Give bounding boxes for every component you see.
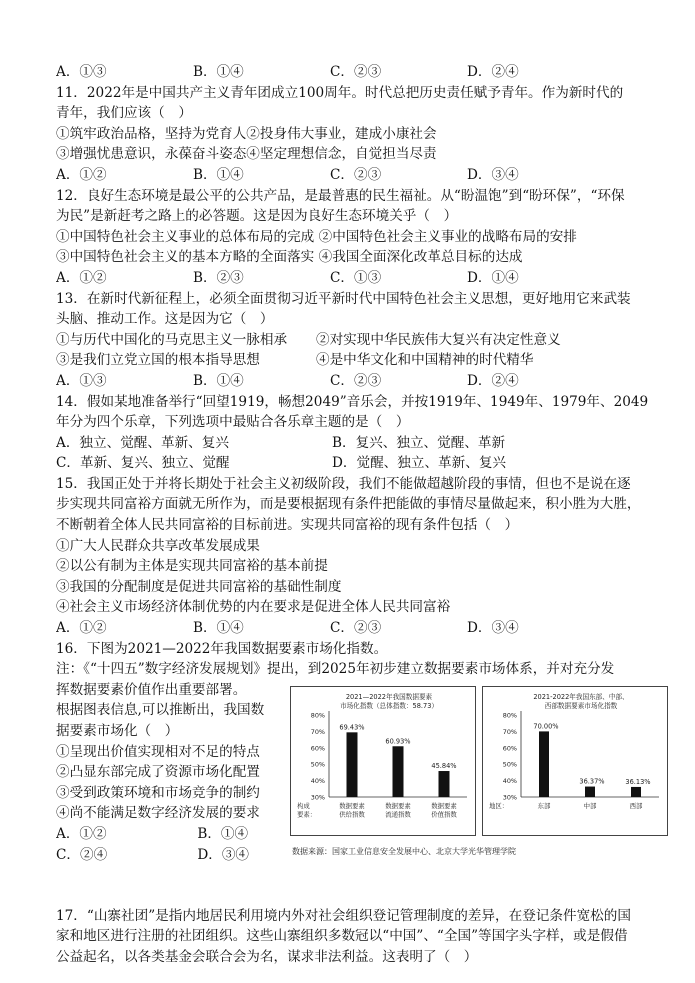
option-c[interactable]: C．②④: [56, 846, 108, 863]
q17-stem-3: 公益起名，以各类基金会联合会为名，谋求非法利益。这表明了（ ）: [56, 949, 478, 965]
q11-options: [56, 165, 666, 186]
y-tick-label: 30%: [310, 793, 325, 802]
y-tick-label: 30%: [502, 793, 517, 802]
q13-options: [56, 371, 666, 392]
option-a[interactable]: A．①③: [56, 372, 107, 389]
y-tick-label: 40%: [502, 776, 517, 785]
bar: [393, 746, 404, 797]
y-tick-label: 60%: [502, 744, 517, 753]
q13-item-4: ④是中华文化和中国精神的时代精华: [316, 352, 534, 369]
bar-value-label: 69.43%: [339, 723, 365, 732]
chart-source: 数据来源：国家工业信息安全发展中心、北京大学光华管理学院: [292, 846, 516, 856]
option-a[interactable]: A．①③: [56, 64, 107, 80]
q17-stem-1: 17．“山寨社团”是指内地居民利用境内外对社会组织登记管理制度的差异，在登记条件宽松的国: [56, 907, 631, 924]
q16-charts: [290, 686, 668, 836]
q16-options-row-2: [56, 845, 286, 866]
q15-stem-2: 步实现共同富裕方面就无所作为，而是要根据现有条件把能做的事情尽量做起来，积小胜为大胜，: [56, 496, 641, 513]
question-12: [56, 186, 666, 289]
y-tick-label: 80%: [310, 711, 325, 720]
y-tick-label: 50%: [502, 760, 517, 769]
chart-composition-index: [291, 687, 475, 835]
q12-item-2: ③中国特色社会主义的基本方略的全面落实 ④我国全面深化改革总目标的达成: [56, 249, 523, 266]
q10-options: [56, 62, 666, 83]
question-15: [56, 474, 666, 639]
option-d[interactable]: D．①④: [467, 269, 519, 286]
option-b[interactable]: B．①④: [197, 825, 249, 842]
x-tick-label: 东部: [537, 801, 551, 810]
chart-region-index: [483, 687, 667, 835]
x-tick-label: 数据要素: [339, 801, 365, 810]
chart-title: 2021—2022年我国数据要素: [345, 692, 433, 701]
q15-item-4: ④社会主义市场经济体制优势的内在要求是促进全体人民共同富裕: [56, 599, 451, 616]
q15-options: [56, 618, 666, 639]
q13-stem-1: 13．在新时代新征程上，必须全面贯彻习近平新时代中国特色社会主义思想，更好地用它来武装: [56, 290, 631, 307]
q14-options-row-2: [56, 453, 666, 474]
bar: [585, 786, 595, 796]
y-tick-label: 80%: [502, 711, 517, 720]
bar-value-label: 45.84%: [431, 761, 457, 770]
option-d[interactable]: D．③④: [197, 846, 250, 863]
y-tick-label: 60%: [310, 744, 325, 753]
q12-stem-1: 12．良好生态环境是最公平的公共产品，是最普惠的民生福祉。从“盼温饱”到“盼环保”，“环保: [56, 187, 625, 204]
option-a[interactable]: A．①②: [56, 269, 107, 286]
bar-value-label: 36.37%: [579, 777, 605, 786]
exam-page: [56, 62, 666, 968]
q16-side-1: 挥数据要素价值作出重要部署。: [56, 681, 247, 698]
option-a[interactable]: A．独立、觉醒、革新、复兴: [56, 434, 229, 451]
option-d[interactable]: D．②④: [467, 64, 519, 80]
question-17: [56, 906, 666, 968]
chart-subtitle: 市场化指数（总体指数：58.73）: [339, 701, 439, 710]
q16-body: [56, 680, 666, 906]
chart-subtitle: 西部数据要素市场化指数: [544, 701, 618, 710]
q16-note: 注：《“十四五”数字经济发展规划》提出，到2025年初步建立数据要素市场体系，并对充分发: [56, 661, 615, 678]
bar: [539, 731, 549, 797]
option-a[interactable]: A．①②: [56, 166, 107, 183]
q14-options-row-1: [56, 433, 666, 454]
option-b[interactable]: B．②③: [193, 269, 244, 286]
question-11: [56, 83, 666, 186]
chart-title: 2021-2022年我国东部、中部、: [533, 692, 629, 701]
bar: [439, 771, 450, 797]
q16-side-3: 据要素市场化（ ）: [56, 723, 179, 739]
bar: [347, 732, 358, 797]
option-b[interactable]: B．①④: [193, 620, 244, 637]
option-c[interactable]: C．革新、复兴、独立、觉醒: [56, 455, 230, 472]
q12-stem-2: 为民”是新赶考之路上的必答题。这是因为良好生态环境关乎（ ）: [56, 208, 458, 225]
option-b[interactable]: B．①④: [193, 372, 244, 389]
question-16: [56, 639, 666, 906]
option-d[interactable]: D．③④: [467, 620, 519, 637]
option-c[interactable]: C．②③: [330, 64, 382, 80]
q11-stem-1: 11．2022年是中国共产主义青年团成立100周年。时代总把历史责任赋予青年。作为新时代的: [56, 84, 624, 101]
q16-item-3: ③受到政策环境和市场竞争的制约: [56, 784, 260, 801]
q13-items-row-1: [56, 330, 666, 351]
option-d[interactable]: D．觉醒、独立、革新、复兴: [332, 455, 507, 472]
q11-item-1: ①筑牢政治品格，坚持为党育人②投身伟大事业，建成小康社会: [56, 125, 437, 142]
q16-stem: 16．下图为2021—2022年我国数据要素市场化指数。: [56, 640, 388, 657]
option-b[interactable]: B．复兴、独立、觉醒、革新: [332, 434, 506, 451]
x-tick-label: 流通指数: [385, 810, 411, 819]
q15-stem-3: 不断朝着全体人民共同富裕的目标前进。实现共同富裕的现有条件包括（ ）: [56, 517, 519, 534]
y-tick-label: 70%: [502, 727, 517, 736]
bar: [631, 787, 641, 797]
q16-item-1: ①呈现出价值实现相对不足的特点: [56, 743, 260, 760]
q15-stem-1: 15．我国正处于并将长期处于社会主义初级阶段，我们不能做超越阶段的事情，但也不是说在逐: [56, 475, 631, 492]
q16-options-row-1: [56, 824, 286, 845]
q13-stem-2: 头脑、推动工作。这是因为它（ ）: [56, 311, 274, 328]
option-c[interactable]: C．①③: [330, 269, 382, 286]
question-13: [56, 289, 666, 392]
option-d[interactable]: D．③④: [467, 166, 519, 183]
bar-value-label: 36.13%: [625, 777, 651, 786]
q16-item-2: ②凸显东部完成了资源市场化配置: [56, 764, 260, 781]
q16-item-4: ④尚不能满足数字经济发展的要求: [56, 805, 260, 822]
y-tick-label: 40%: [310, 776, 325, 785]
q16-side-2: 根据图表信息,可以推断出，我国数: [56, 702, 265, 719]
option-c[interactable]: C．②③: [330, 166, 382, 183]
q16-side-text: [56, 680, 286, 865]
q13-item-1: ①与历代中国化的马克思主义一脉相承: [56, 331, 288, 348]
chart-panel-composition: [290, 686, 476, 836]
x-axis-title: 要素：: [297, 810, 317, 819]
q15-item-3: ③我国的分配制度是促进共同富裕的基础性制度: [56, 578, 342, 595]
option-d[interactable]: D．②④: [467, 372, 519, 389]
x-tick-label: 数据要素: [385, 801, 411, 810]
option-b[interactable]: B．①④: [193, 166, 244, 183]
q13-items-row-2: [56, 350, 666, 371]
option-a[interactable]: A．①②: [56, 825, 107, 842]
option-c[interactable]: C．②③: [330, 372, 382, 389]
x-tick-label: 数据要素: [431, 801, 457, 810]
q12-item-1: ①中国特色社会主义事业的总体布局的完成 ②中国特色社会主义事业的战略布局的安排: [56, 228, 577, 245]
q14-stem-1: 14．假如某地准备举行“回望1919，畅想2049”音乐会，并按1919年、1949年、1979年、2049: [56, 393, 649, 410]
x-tick-label: 供给指数: [339, 810, 365, 819]
q14-stem-2: 年分为四个乐章，下列选项中最贴合各乐章主题的是（ ）: [56, 414, 410, 431]
option-b[interactable]: B．①④: [193, 64, 244, 80]
bar-value-label: 70.00%: [533, 722, 559, 731]
q11-item-2: ③增强忧患意识，永葆奋斗姿态④坚定理想信念，自觉担当尽责: [56, 146, 437, 163]
x-tick-label: 价值指数: [431, 810, 457, 819]
q17-stem-2: 家和地区进行注册的社团组织。这些山寨组织多数冠以“中国”、“全国”等国字头字样，或是假借: [56, 928, 628, 945]
y-tick-label: 50%: [310, 760, 325, 769]
q15-item-2: ②以公有制为主体是实现共同富裕的基本前提: [56, 558, 328, 575]
q13-item-2: ②对实现中华民族伟大复兴有决定性意义: [316, 331, 561, 348]
q12-options: [56, 268, 666, 289]
x-tick-label: 中部: [583, 801, 597, 810]
bar-value-label: 60.93%: [385, 737, 411, 746]
option-a[interactable]: A．①②: [56, 620, 107, 637]
question-14: [56, 392, 666, 474]
x-axis-title: 地区：: [489, 801, 509, 810]
y-tick-label: 70%: [310, 727, 325, 736]
x-tick-label: 西部: [629, 801, 643, 810]
q15-item-1: ①广大人民群众共享改革发展成果: [56, 537, 260, 554]
option-c[interactable]: C．②③: [330, 620, 382, 637]
q13-item-3: ③是我们立党立国的根本指导思想: [56, 352, 260, 369]
q11-stem-2: 青年，我们应该（ ）: [56, 105, 192, 122]
x-axis-title: 构成: [297, 801, 310, 810]
chart-panel-region: [482, 686, 668, 836]
